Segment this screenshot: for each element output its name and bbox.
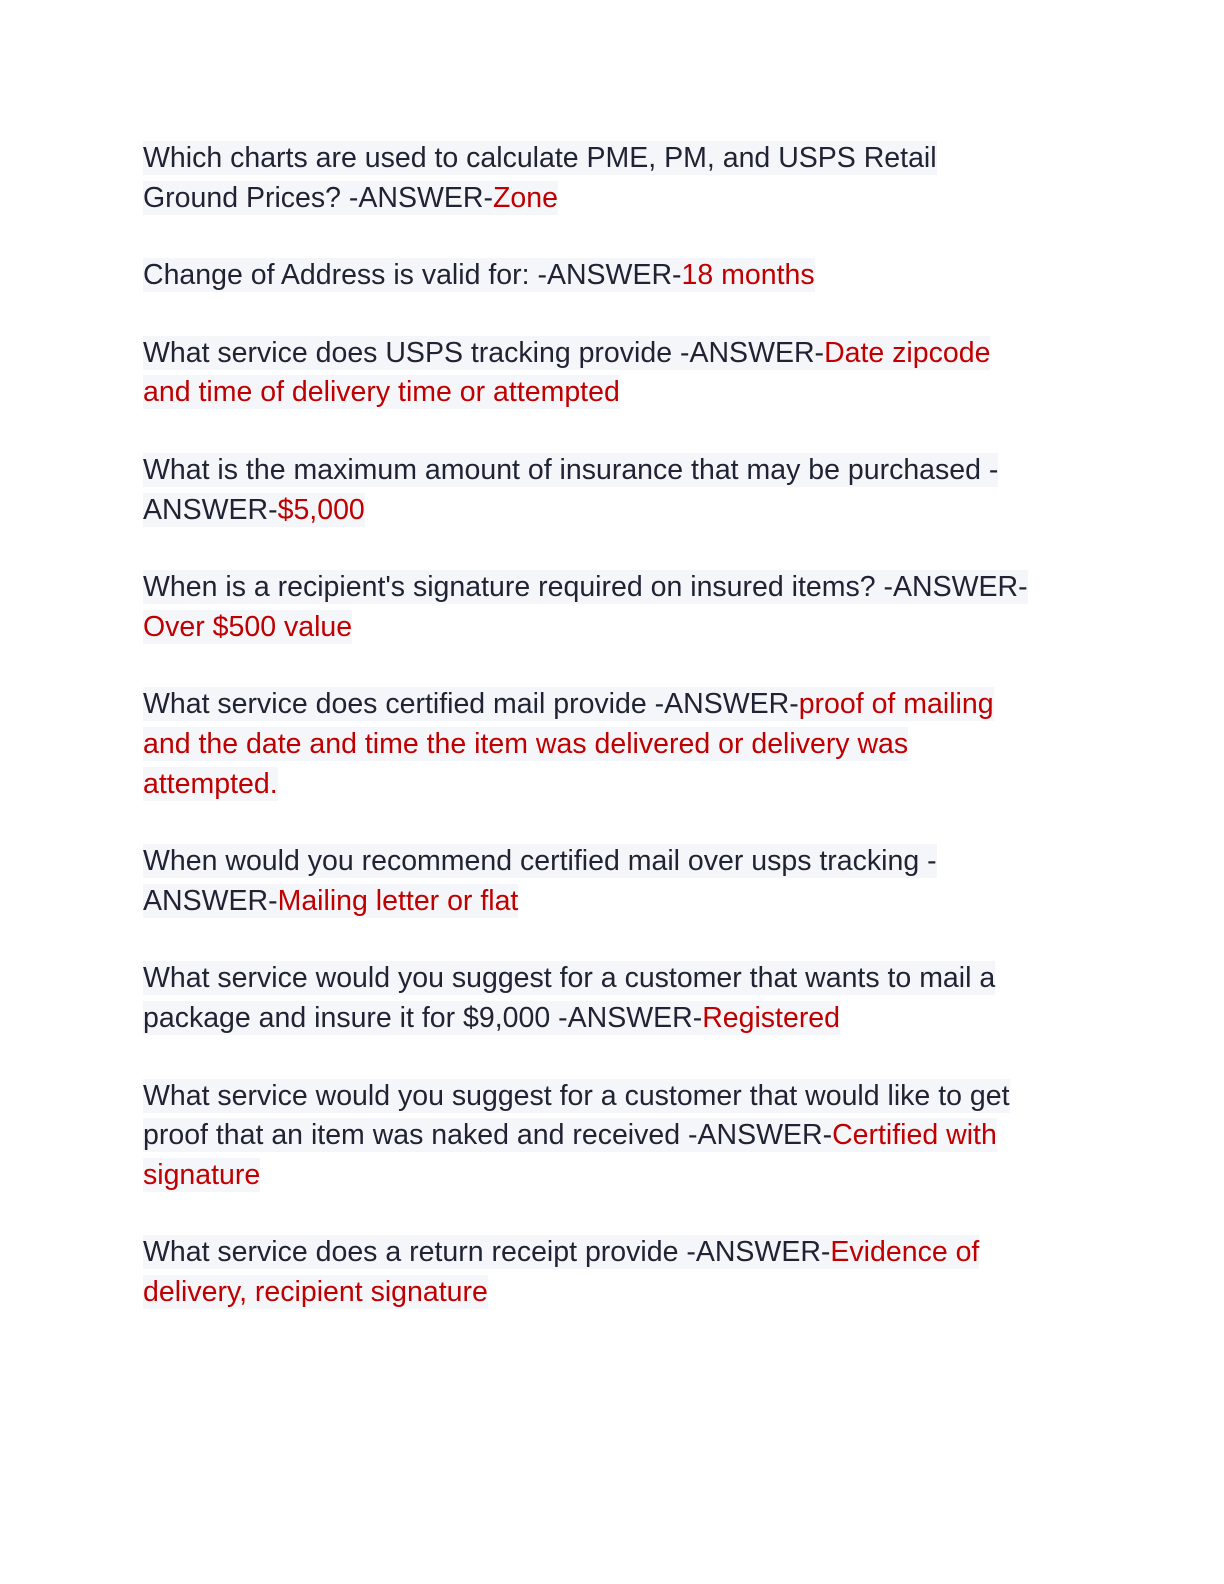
line-highlight [143,141,937,175]
line-highlight [143,610,352,644]
answer-text: Mailing letter or flat [277,884,519,917]
qa-line [143,685,1083,725]
qa-line [143,1273,1083,1313]
line-highlight [143,961,995,995]
line-highlight [143,727,908,761]
answer-text: and time of delivery time or attempted [143,376,620,409]
answer-text: delivery, recipient signature [143,1275,488,1308]
question-text: What service does a return receipt provide -ANSWER- [143,1236,831,1269]
qa-item [143,842,1083,921]
qa-line [143,1156,1083,1196]
qa-line [143,334,1083,374]
line-highlight [143,1001,840,1035]
question-text: What service would you suggest for a customer that wants to mail a [143,962,996,995]
answer-text: 18 months [681,259,815,292]
line-highlight [143,336,990,370]
qa-line [143,608,1083,648]
line-highlight [143,844,937,878]
question-text: When would you recommend certified mail over usps tracking - [143,845,937,878]
line-highlight [143,1079,1010,1113]
qa-line [143,725,1083,765]
answer-text: $5,000 [277,493,365,526]
qa-item [143,568,1083,647]
question-text: What service does certified mail provide -ANSWER- [143,688,799,721]
qa-line [143,842,1083,882]
qa-line [143,1077,1083,1117]
line-highlight [143,453,998,487]
qa-item [143,334,1083,413]
qa-line [143,999,1083,1039]
answer-text: Over $500 value [143,610,353,643]
qa-line [143,765,1083,805]
question-text: When is a recipient's signature required on insured items? -ANSWER- [143,571,1028,604]
question-text: Change of Address is valid for: -ANSWER- [143,259,682,292]
question-text: package and insure it for $9,000 -ANSWER- [143,1001,703,1034]
qa-item [143,256,1083,296]
line-highlight [143,884,518,918]
qa-line [143,256,1083,296]
line-highlight [143,687,994,721]
answer-text: Certified with [832,1119,997,1152]
answer-text: signature [143,1158,261,1191]
qa-item [143,451,1083,530]
question-text: What is the maximum amount of insurance that may be purchased - [143,453,999,486]
line-highlight [143,767,278,801]
qa-line [143,179,1083,219]
line-highlight [143,1158,260,1192]
line-highlight [143,1118,997,1152]
line-highlight [143,375,620,409]
answer-text: proof of mailing [798,688,994,721]
qa-item [143,1233,1083,1312]
line-highlight [143,1235,979,1269]
answer-text: Date zipcode [824,336,991,369]
answer-text: Zone [493,181,558,214]
qa-line [143,491,1083,531]
qa-line [143,1116,1083,1156]
qa-item [143,959,1083,1038]
question-text: What service does USPS tracking provide -ANSWER- [143,336,825,369]
qa-item [143,1077,1083,1196]
question-text: ANSWER- [143,493,278,526]
qa-item [143,685,1083,804]
question-text: Which charts are used to calculate PME, PM, and USPS Retail [143,142,937,174]
qa-line [143,1233,1083,1273]
line-highlight [143,493,365,527]
qa-line [143,373,1083,413]
qa-line [143,568,1083,608]
qa-line [143,959,1083,999]
answer-text: attempted. [143,767,278,800]
question-text: ANSWER- [143,884,278,917]
answer-text: Evidence of [830,1236,980,1269]
qa-line [143,139,1083,179]
question-text: proof that an item was naked and received -ANSWER- [143,1119,833,1152]
qa-line [143,451,1083,491]
line-highlight [143,181,558,215]
line-highlight [143,258,815,292]
answer-text: Registered [702,1001,841,1034]
qa-item [143,139,1083,218]
answer-text: and the date and time the item was delivered or delivery was [143,727,909,760]
question-text: What service would you suggest for a customer that would like to get [143,1079,1010,1112]
qa-list [143,139,1083,1350]
line-highlight [143,570,1028,604]
question-text: Ground Prices? -ANSWER- [143,181,494,214]
line-highlight [143,1275,488,1309]
qa-line [143,882,1083,922]
